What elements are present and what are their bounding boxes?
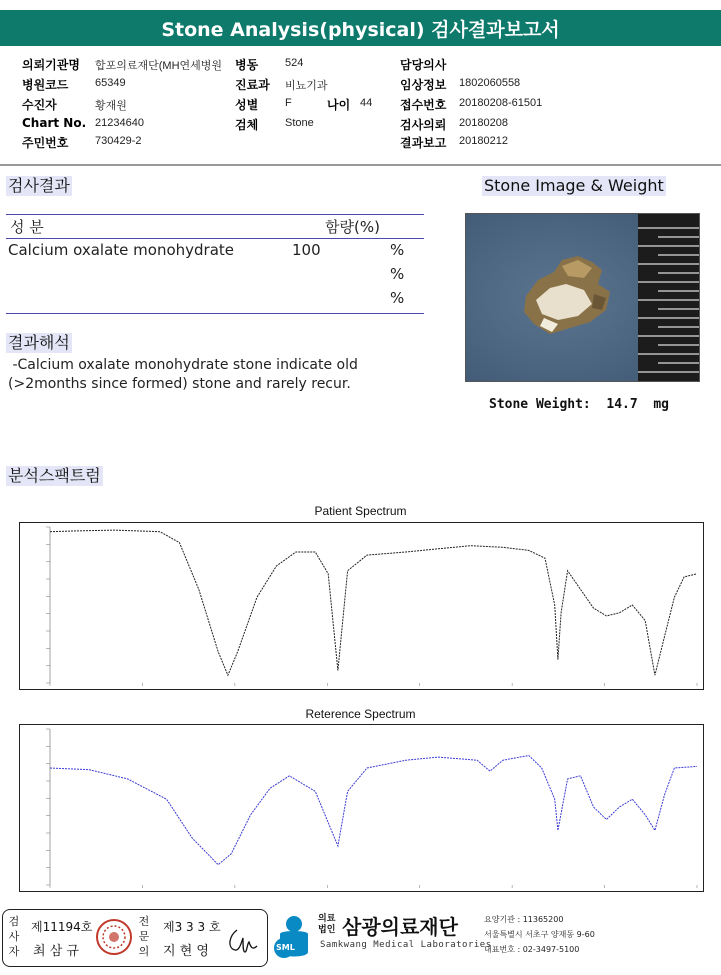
interpretation-text [8,356,428,394]
signature-box [2,909,268,967]
specialist-label: 전문의 [138,915,150,958]
patient-spectrum-title: Patient Spectrum [314,504,407,518]
patient-spectrum-plot [20,523,703,689]
label-patient: 수진자 [22,98,57,112]
label-report-date: 결과보고 [400,136,447,150]
org-code: 요양기관 : 11365200 [484,915,564,924]
label-specimen: 검체 [235,118,259,132]
component-name: Calcium oxalate monohydrate [8,241,235,259]
table-top-rule [6,214,424,215]
sml-logo-icon [272,912,314,962]
col-content: 함량(%) [325,218,380,236]
spectrum-line [50,756,697,865]
interpretation-line-1: -Calcium oxalate monohydrate stone indicate old [8,357,358,373]
org-address: 서울특별시 서초구 양재동 9-60 [484,930,595,939]
label-receipt-no: 접수번호 [400,98,447,112]
label-department: 진료과 [235,78,270,92]
header-divider [0,164,721,166]
table-row [6,240,424,264]
reference-spectrum-chart [19,724,704,892]
org-english-name: Samkwang Medical Laboratories [320,940,492,950]
value-report-date: 20180212 [459,135,508,147]
component-value: 100 [292,241,321,259]
value-specimen: Stone [285,117,314,129]
specialist-name: 지 현 영 [163,944,209,959]
table-bottom-rule [6,313,424,314]
value-age: 44 [360,97,373,109]
value-request-date: 20180208 [459,117,508,129]
component-unit: % [390,289,405,307]
label-clinical-info: 임상정보 [400,78,447,92]
stone-image [465,213,700,382]
component-unit: % [390,265,405,283]
patient-spectrum-chart [19,522,704,690]
table-row [6,264,424,288]
spectrum-section-title: 분석스팩트럼 [8,466,101,485]
inspector-name: 최 삼 규 [33,944,79,959]
col-component: 성 분 [10,218,44,236]
label-age: 나이 [327,98,351,112]
inspector-label: 검사자 [8,915,20,958]
interpretation-line-2: (>2months since formed) stone and rarely recur. [8,376,351,392]
reference-spectrum-plot [20,725,703,891]
sml-logo [272,912,314,962]
table-header-rule [6,238,424,239]
value-receipt-no: 20180208-61501 [459,97,543,109]
image-section-title: Stone Image & Weight [484,176,664,195]
label-ward: 병동 [235,58,259,72]
reference-spectrum-title: Reterence Spectrum [305,707,416,721]
value-ward: 524 [285,57,304,69]
stone-photo [466,214,699,381]
label-sex: 성별 [235,98,259,112]
seal-stamp [95,918,133,956]
component-unit: % [390,241,405,259]
patient-info-block [22,56,702,156]
value-sex: F [285,97,292,109]
value-clinical-info: 1802060558 [459,77,521,89]
report-title: Stone Analysis(physical) 검사결과보고서 [0,10,721,46]
value-hospital-code: 65349 [95,77,126,89]
signature-mark [225,926,259,956]
specialist-number: 제3 3 3 호 [163,920,221,934]
org-phone: 대표번호 : 02-3497-5100 [484,945,580,954]
value-department: 비뇨기과 [285,80,328,92]
logo-text: SML [276,943,295,952]
org-prefix: 의료법인 [318,914,336,935]
results-table [6,240,424,312]
inspector-number: 제11194호 [31,920,93,934]
value-institution: 합포의료재단(MH연세병원 [95,60,223,72]
label-hospital-code: 병원코드 [22,78,69,92]
label-doctor: 담당의사 [400,58,447,72]
label-request-date: 검사의뢰 [400,118,447,132]
org-name: 삼광의료재단 [342,915,458,939]
stone-weight: Stone Weight: 14.7 mg [489,397,670,412]
table-row [6,288,424,312]
results-section-title: 검사결과 [8,176,70,195]
interpretation-title: 결과해석 [8,333,70,352]
value-chart-no: 21234640 [95,117,144,129]
value-patient: 황재원 [95,100,127,112]
value-resident-no: 730429-2 [95,135,142,147]
label-resident-no: 주민번호 [22,136,69,150]
label-institution: 의뢰기관명 [22,58,80,72]
label-chart-no: Chart No. [22,116,87,130]
spectrum-line [50,530,697,675]
